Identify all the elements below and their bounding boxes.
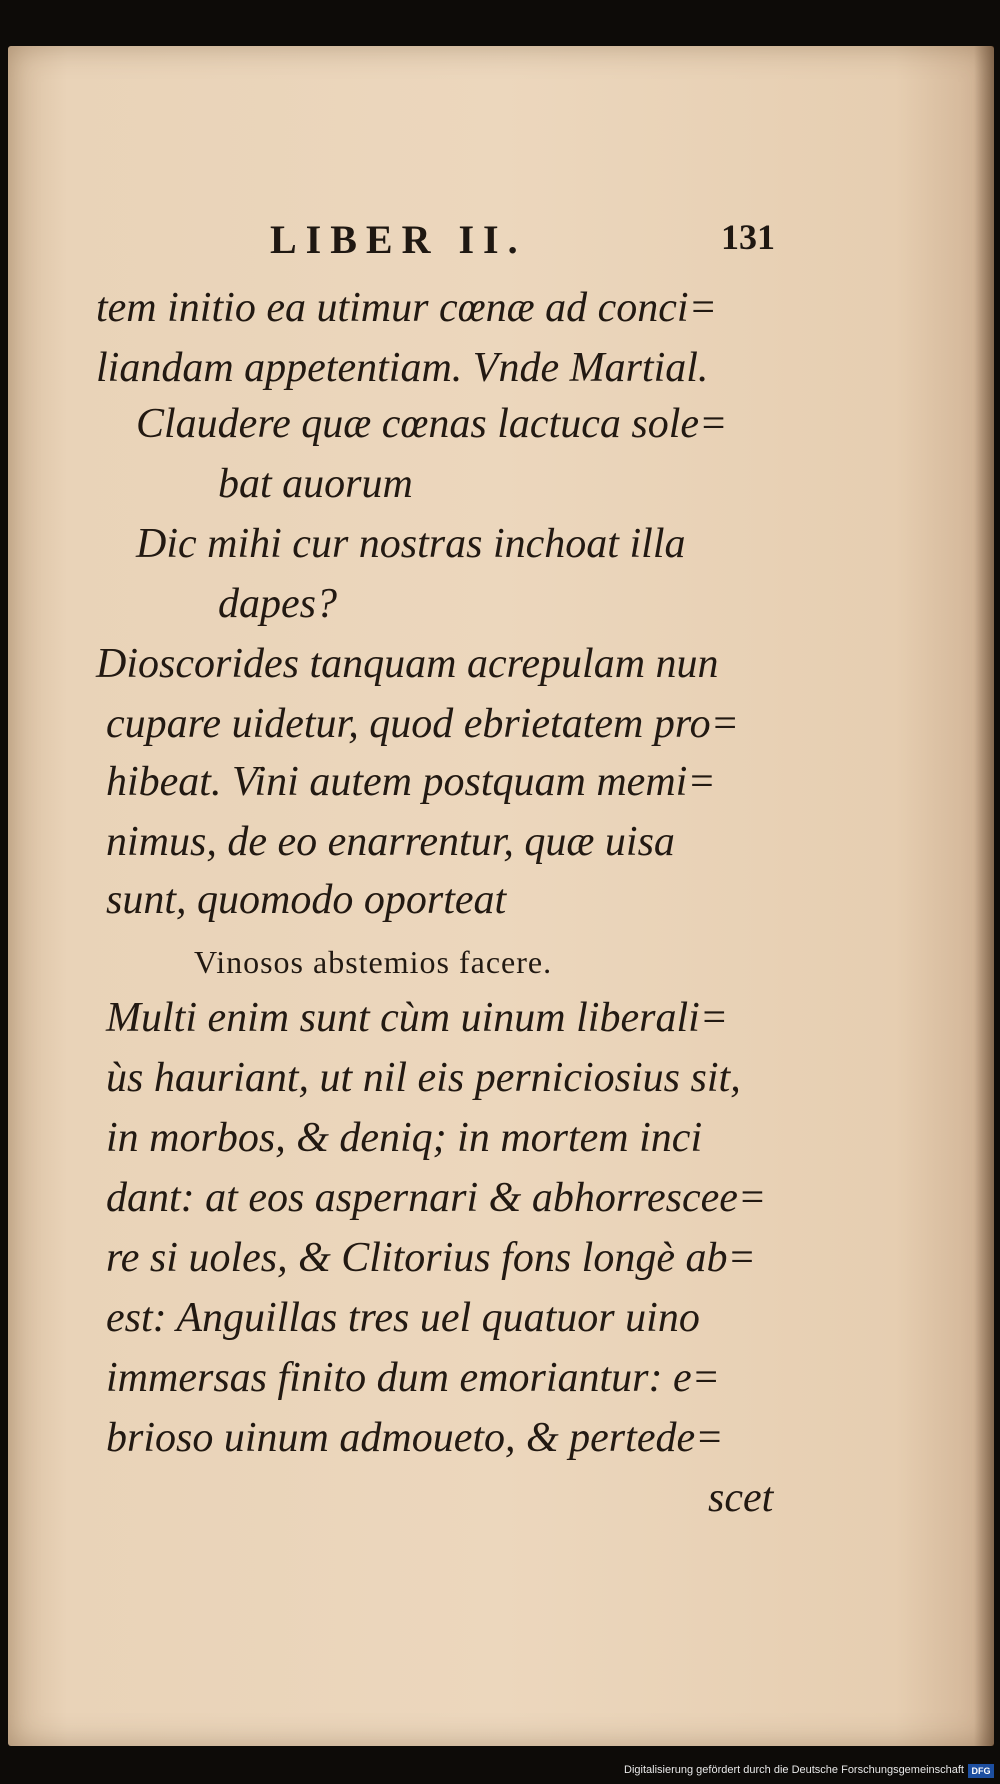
text-line: liandam appetentiam. Vnde Martial. xyxy=(96,345,709,391)
catchword: scet xyxy=(708,1475,774,1521)
verse-line: bat auorum xyxy=(218,461,413,507)
book-page xyxy=(8,46,994,1746)
page-edge-shadow xyxy=(974,46,994,1746)
running-head: LIBER II. xyxy=(270,217,527,262)
footer-bar xyxy=(0,1750,1000,1784)
text-line: re si uoles, & Clitorius fons longè ab= xyxy=(106,1235,756,1281)
text-line: est: Anguillas tres uel quatuor uino xyxy=(106,1295,700,1341)
folio-number: 131 xyxy=(721,217,775,257)
text-line: in morbos, & deniq; in mortem inci xyxy=(106,1115,703,1161)
text-line: nimus, de eo enarrentur, quæ uisa xyxy=(106,819,675,865)
verse-line: dapes? xyxy=(218,581,337,627)
text-line: dant: at eos aspernari & abhorrescee= xyxy=(106,1175,767,1221)
text-line: cupare uidetur, quod ebrietatem pro= xyxy=(106,701,739,747)
text-line: hibeat. Vini autem postquam memi= xyxy=(106,759,716,805)
text-line: brioso uinum admoueto, & pertede= xyxy=(106,1415,724,1461)
digitization-credit: Digitalisierung gefördert durch die Deutsche Forschungsgemeinschaft xyxy=(624,1764,964,1776)
section-heading: Vinosos abstemios facere. xyxy=(194,944,553,980)
text-line: sunt, quomodo oporteat xyxy=(106,877,507,923)
text-line: tem initio ea utimur cœnæ ad conci= xyxy=(96,285,717,331)
text-line: Multi enim sunt cùm uinum liberali= xyxy=(106,995,729,1041)
text-line: ùs hauriant, ut nil eis perniciosius sit, xyxy=(106,1055,741,1101)
text-line: immersas finito dum emoriantur: e= xyxy=(106,1355,720,1401)
text-line: Dioscorides tanquam acrepulam nun xyxy=(96,641,719,687)
dfg-logo: DFG xyxy=(968,1764,994,1778)
verse-line: Claudere quæ cœnas lactuca sole= xyxy=(136,401,728,447)
verse-line: Dic mihi cur nostras inchoat illa xyxy=(136,521,686,567)
